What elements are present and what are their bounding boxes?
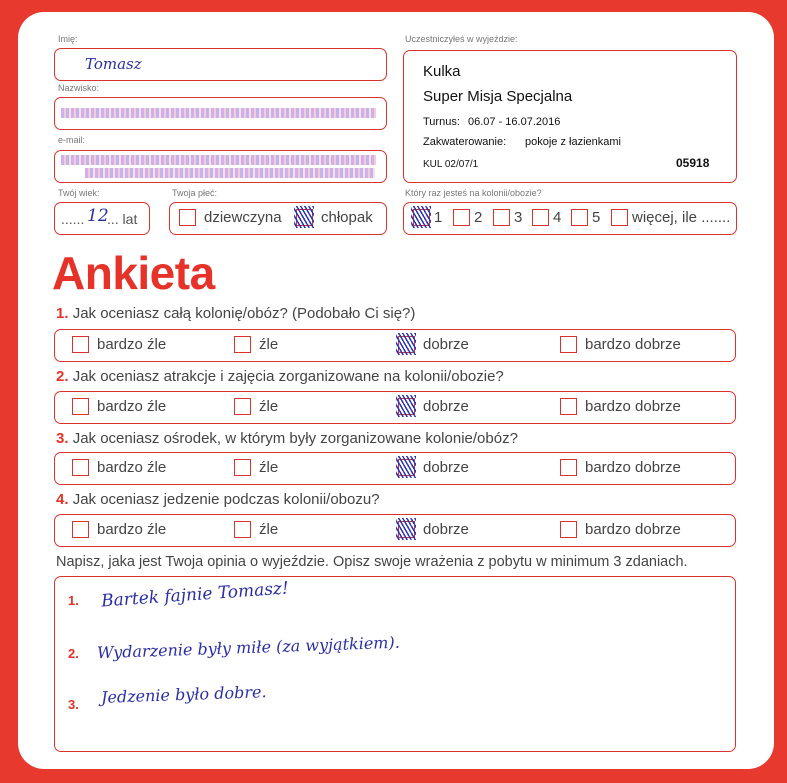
question-3-text: Jak oceniasz ośrodek, w którym były zorganizowane kolonie/obóz? [72, 430, 518, 447]
opinion-box[interactable] [54, 576, 736, 752]
times-1-checkbox[interactable] [413, 209, 430, 226]
surname-field[interactable] [54, 97, 387, 130]
q3-option-3[interactable] [398, 459, 469, 476]
trip-info-box [403, 50, 737, 183]
question-1-text: Jak oceniasz całą kolonię/obóz? (Podobało Ci się?) [72, 305, 416, 322]
email-label: e-mail: [58, 135, 86, 145]
gender-male-checkbox[interactable] [296, 209, 313, 226]
q1-option-4-label: bardzo dobrze [585, 336, 681, 353]
gender-female-checkbox[interactable] [179, 209, 196, 226]
turnus-label: Turnus: [423, 116, 460, 128]
redacted-email-1 [61, 155, 376, 165]
q2-checkbox-2[interactable] [234, 398, 251, 415]
q4-checkbox-3[interactable] [398, 521, 415, 538]
q2-checkbox-4[interactable] [560, 398, 577, 415]
times-option-more[interactable] [611, 209, 730, 226]
gender-field [169, 202, 387, 235]
times-3-label: 3 [514, 209, 523, 226]
q1-checkbox-4[interactable] [560, 336, 577, 353]
q4-checkbox-4[interactable] [560, 521, 577, 538]
times-option-2[interactable] [453, 209, 482, 226]
q3-option-1-label: bardzo źle [97, 459, 167, 476]
q4-checkbox-2[interactable] [234, 521, 251, 538]
redacted-surname [61, 108, 376, 118]
q4-option-4-label: bardzo dobrze [585, 521, 681, 538]
age-value: 12 [87, 206, 109, 226]
q3-option-2-label: źle [259, 459, 279, 476]
q3-option-4-label: bardzo dobrze [585, 459, 681, 476]
age-suffix: ... lat [107, 211, 138, 227]
q2-option-2-label: źle [259, 398, 279, 415]
q4-option-4[interactable] [560, 521, 681, 538]
q3-checkbox-4[interactable] [560, 459, 577, 476]
times-5-checkbox[interactable] [571, 209, 588, 226]
q2-checkbox-1[interactable] [72, 398, 89, 415]
q2-option-4[interactable] [560, 398, 681, 415]
times-option-3[interactable] [493, 209, 522, 226]
lodging-value: pokoje z łazienkami [525, 136, 621, 148]
q4-option-1[interactable] [72, 521, 166, 538]
times-option-1[interactable] [413, 209, 442, 226]
gender-option-male[interactable] [296, 209, 373, 226]
age-label: Twój wiek: [58, 188, 100, 198]
q2-option-2[interactable] [234, 398, 278, 415]
times-option-4[interactable] [532, 209, 561, 226]
opinion-prompt: Napisz, jaka jest Twoja opinia o wyjeździe. Opisz swoje wrażenia z pobytu w minimum 3 zdaniach. [56, 554, 688, 570]
times-2-checkbox[interactable] [453, 209, 470, 226]
q1-option-2-label: źle [259, 336, 279, 353]
question-4-text: Jak oceniasz jedzenie podczas kolonii/obozu? [72, 491, 380, 508]
q2-option-1-label: bardzo źle [97, 398, 167, 415]
question-2 [56, 368, 504, 385]
times-4-label: 4 [553, 209, 562, 226]
times-option-5[interactable] [571, 209, 600, 226]
q1-checkbox-3[interactable] [398, 336, 415, 353]
q1-option-2[interactable] [234, 336, 278, 353]
opinion-2-number: 2. [68, 646, 79, 661]
name-field[interactable] [54, 48, 387, 81]
question-3 [56, 430, 518, 447]
times-label: Który raz jesteś na kolonii/obozie? [405, 188, 542, 198]
gender-label: Twoja płeć: [172, 188, 218, 198]
q3-option-1[interactable] [72, 459, 166, 476]
q1-option-1[interactable] [72, 336, 166, 353]
q2-option-4-label: bardzo dobrze [585, 398, 681, 415]
q3-option-3-label: dobrze [423, 459, 469, 476]
question-4-answers [54, 514, 736, 547]
question-1-number: 1. [56, 305, 69, 322]
q3-option-2[interactable] [234, 459, 278, 476]
q2-checkbox-3[interactable] [398, 398, 415, 415]
question-2-answers [54, 391, 736, 424]
times-2-label: 2 [474, 209, 483, 226]
q1-option-4[interactable] [560, 336, 681, 353]
times-3-checkbox[interactable] [493, 209, 510, 226]
q3-checkbox-2[interactable] [234, 459, 251, 476]
q4-option-2[interactable] [234, 521, 278, 538]
age-prefix: ...... [61, 211, 85, 227]
gender-female-label: dziewczyna [204, 209, 282, 226]
opinion-3-text: Jedzenie było dobre. [100, 682, 267, 707]
turnus-value: 06.07 - 16.07.2016 [468, 116, 561, 128]
question-3-answers [54, 452, 736, 485]
gender-male-label: chłopak [321, 209, 373, 226]
q2-option-3[interactable] [398, 398, 469, 415]
q4-option-3-label: dobrze [423, 521, 469, 538]
times-4-checkbox[interactable] [532, 209, 549, 226]
redacted-email-2 [85, 168, 375, 178]
opinion-2-text: Wydarzenie były miłe (za wyjątkiem). [96, 632, 401, 663]
times-field [403, 202, 737, 235]
question-4 [56, 491, 380, 508]
times-more-checkbox[interactable] [611, 209, 628, 226]
trip-number: 05918 [676, 156, 710, 170]
q1-option-3-label: dobrze [423, 336, 469, 353]
opinion-3-number: 3. [68, 697, 79, 712]
trip-org: Kulka [423, 63, 461, 80]
q1-option-1-label: bardzo źle [97, 336, 167, 353]
q1-option-3[interactable] [398, 336, 469, 353]
gender-option-female[interactable] [179, 209, 282, 226]
times-5-label: 5 [592, 209, 601, 226]
q2-option-3-label: dobrze [423, 398, 469, 415]
times-1-label: 1 [434, 209, 443, 226]
q1-checkbox-1[interactable] [72, 336, 89, 353]
q3-option-4[interactable] [560, 459, 681, 476]
question-2-text: Jak oceniasz atrakcje i zajęcia zorganizowane na kolonii/obozie? [72, 368, 504, 385]
email-field[interactable] [54, 150, 387, 183]
opinion-1-number: 1. [68, 593, 79, 608]
q1-checkbox-2[interactable] [234, 336, 251, 353]
surname-label: Nazwisko: [58, 83, 100, 93]
q3-checkbox-1[interactable] [72, 459, 89, 476]
q3-checkbox-3[interactable] [398, 459, 415, 476]
question-1-answers [54, 329, 736, 362]
q4-option-3[interactable] [398, 521, 469, 538]
trip-name: Super Misja Specjalna [423, 88, 573, 105]
age-field[interactable] [54, 202, 150, 235]
times-more-label: więcej, ile ....... [632, 209, 731, 226]
q4-option-1-label: bardzo źle [97, 521, 167, 538]
question-1 [56, 305, 415, 322]
lodging-label: Zakwaterowanie: [423, 136, 507, 148]
q4-checkbox-1[interactable] [72, 521, 89, 538]
question-4-number: 4. [56, 491, 69, 508]
q4-option-2-label: źle [259, 521, 279, 538]
trip-code: KUL 02/07/1 [423, 159, 479, 170]
name-value: Tomasz [85, 55, 142, 73]
survey-title: Ankieta [52, 247, 215, 299]
question-3-number: 3. [56, 430, 69, 447]
opinion-1-text: Bartek fajnie Tomasz! [100, 578, 290, 612]
q2-option-1[interactable] [72, 398, 166, 415]
name-label: Imię: [58, 34, 78, 44]
trip-label: Uczestniczyłeś w wyjeździe: [405, 34, 518, 44]
question-2-number: 2. [56, 368, 69, 385]
